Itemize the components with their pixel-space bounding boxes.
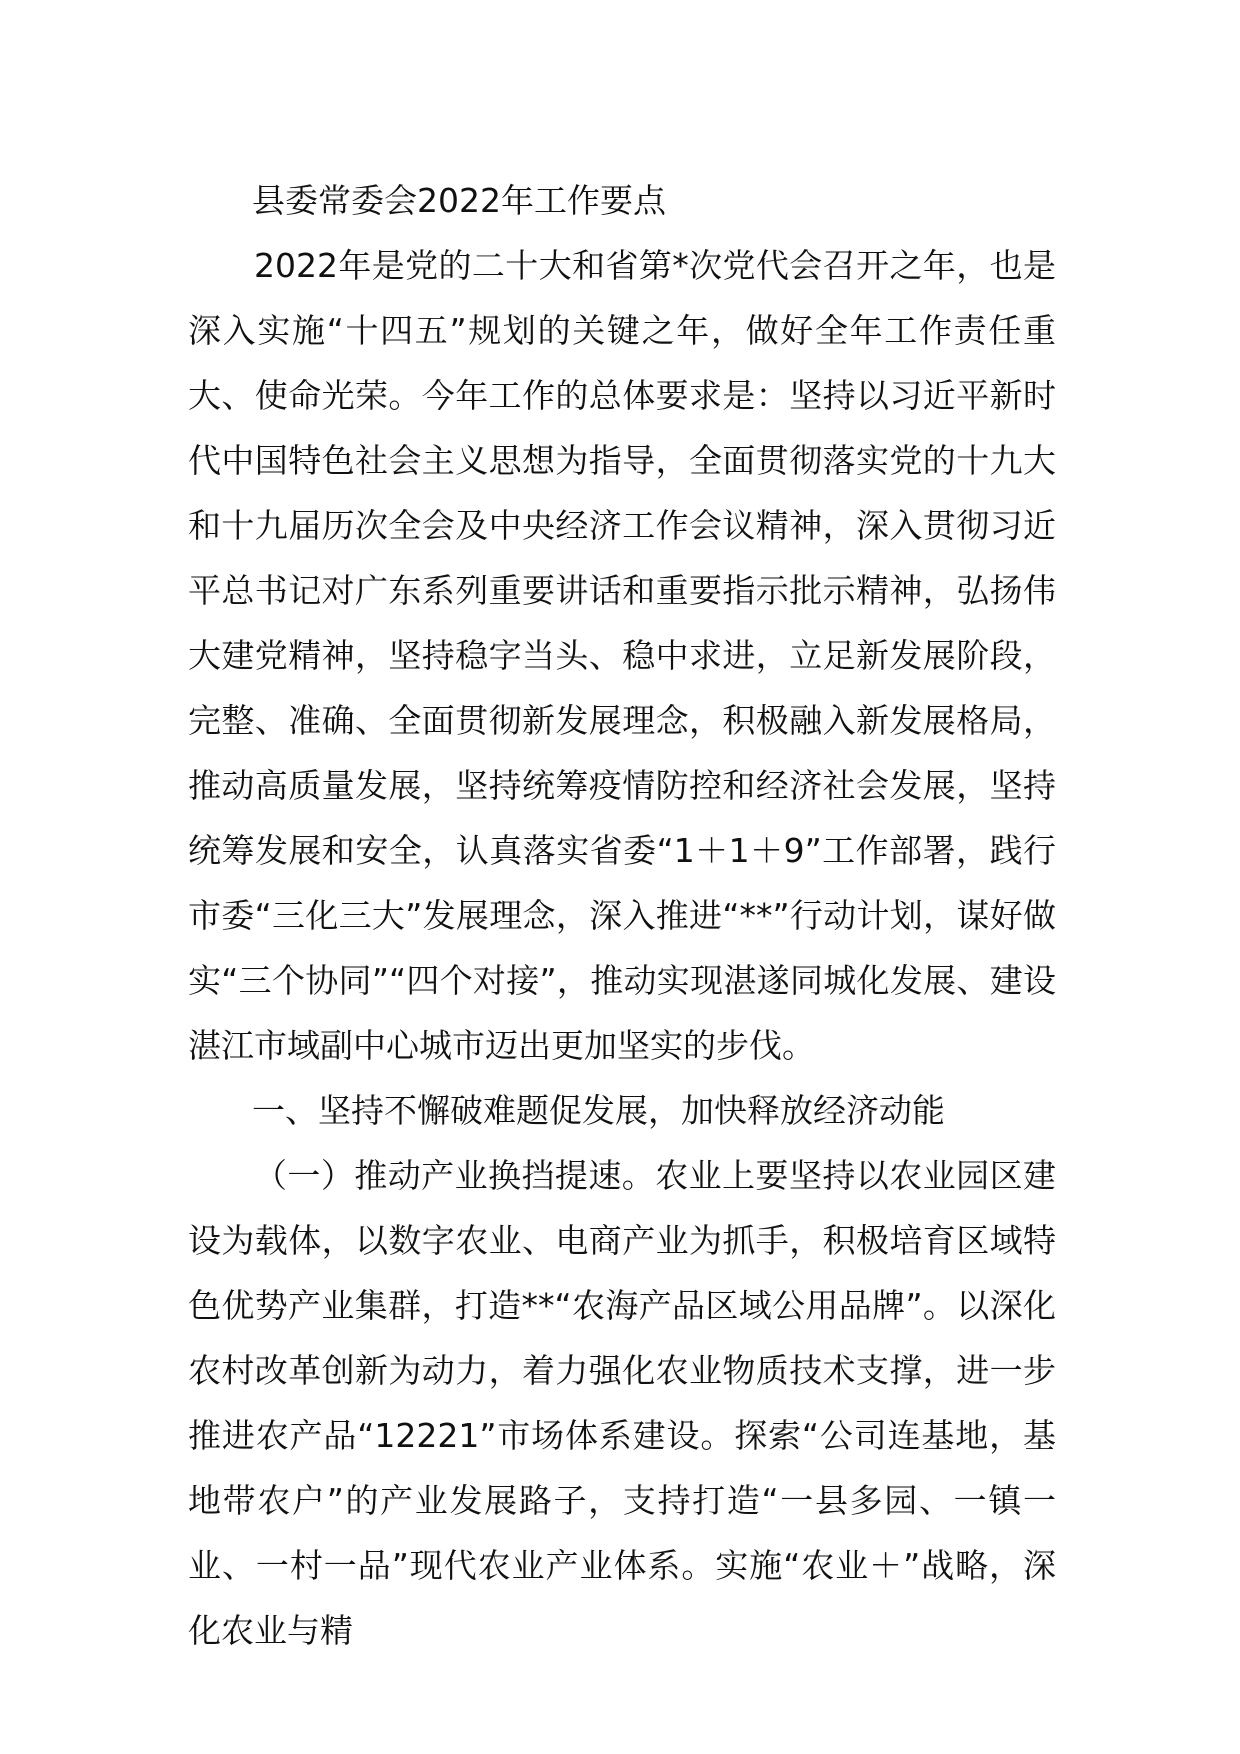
section-paragraph: （一）推动产业换挡提速。农业上要坚持以农业园区建设为载体，以数字农业、电商产业为抓手，积极培育区域特色优势产业集群，打造**“农海产品区域公用品牌”。以深化农村改革创新为动力，着力强化农业物质技术支撑，进一步推进农产品“12221”市场体系建设。探索“公司连基地，基地带农户”的产业发展路子，支持打造“一县多园、一镇一业、一村一品”现代农业产业体系。实施“农业＋”战略，深化农业与精 bbox=[188, 1156, 1056, 1650]
intro-paragraph: 2022年是党的二十大和省第*次党代会召开之年，也是深入实施“十四五”规划的关键之年，做好全年工作责任重大、使命光荣。今年工作的总体要求是：坚持以习近平新时代中国特色社会主义思想为指导，全面贯彻落实党的十九大和十九届历次全会及中央经济工作会议精神，深入贯彻习近平总书记对广东系列重要讲话和重要指示批示精神，弘扬伟大建党精神，坚持稳字当头、稳中求进，立足新发展阶段，完整、准确、全面贯彻新发展理念，积极融入新发展格局，推动高质量发展，坚持统筹疫情防控和经济社会发展，坚持统筹发展和安全，认真落实省委“1＋1＋9”工作部署，践行市委“三化三大”发展理念，深入推进“**”行动计划，谋好做实“三个协同”“四个对接”，推动实现湛遂同城化发展、建设湛江市域副中心城市迈出更加坚实的步伐。 bbox=[188, 246, 1056, 1065]
document-title: 县委常委会2022年工作要点 bbox=[252, 181, 666, 220]
document-body bbox=[188, 168, 1056, 1663]
section-heading: 一、坚持不懈破难题促发展，加快释放经济动能 bbox=[252, 1091, 945, 1130]
